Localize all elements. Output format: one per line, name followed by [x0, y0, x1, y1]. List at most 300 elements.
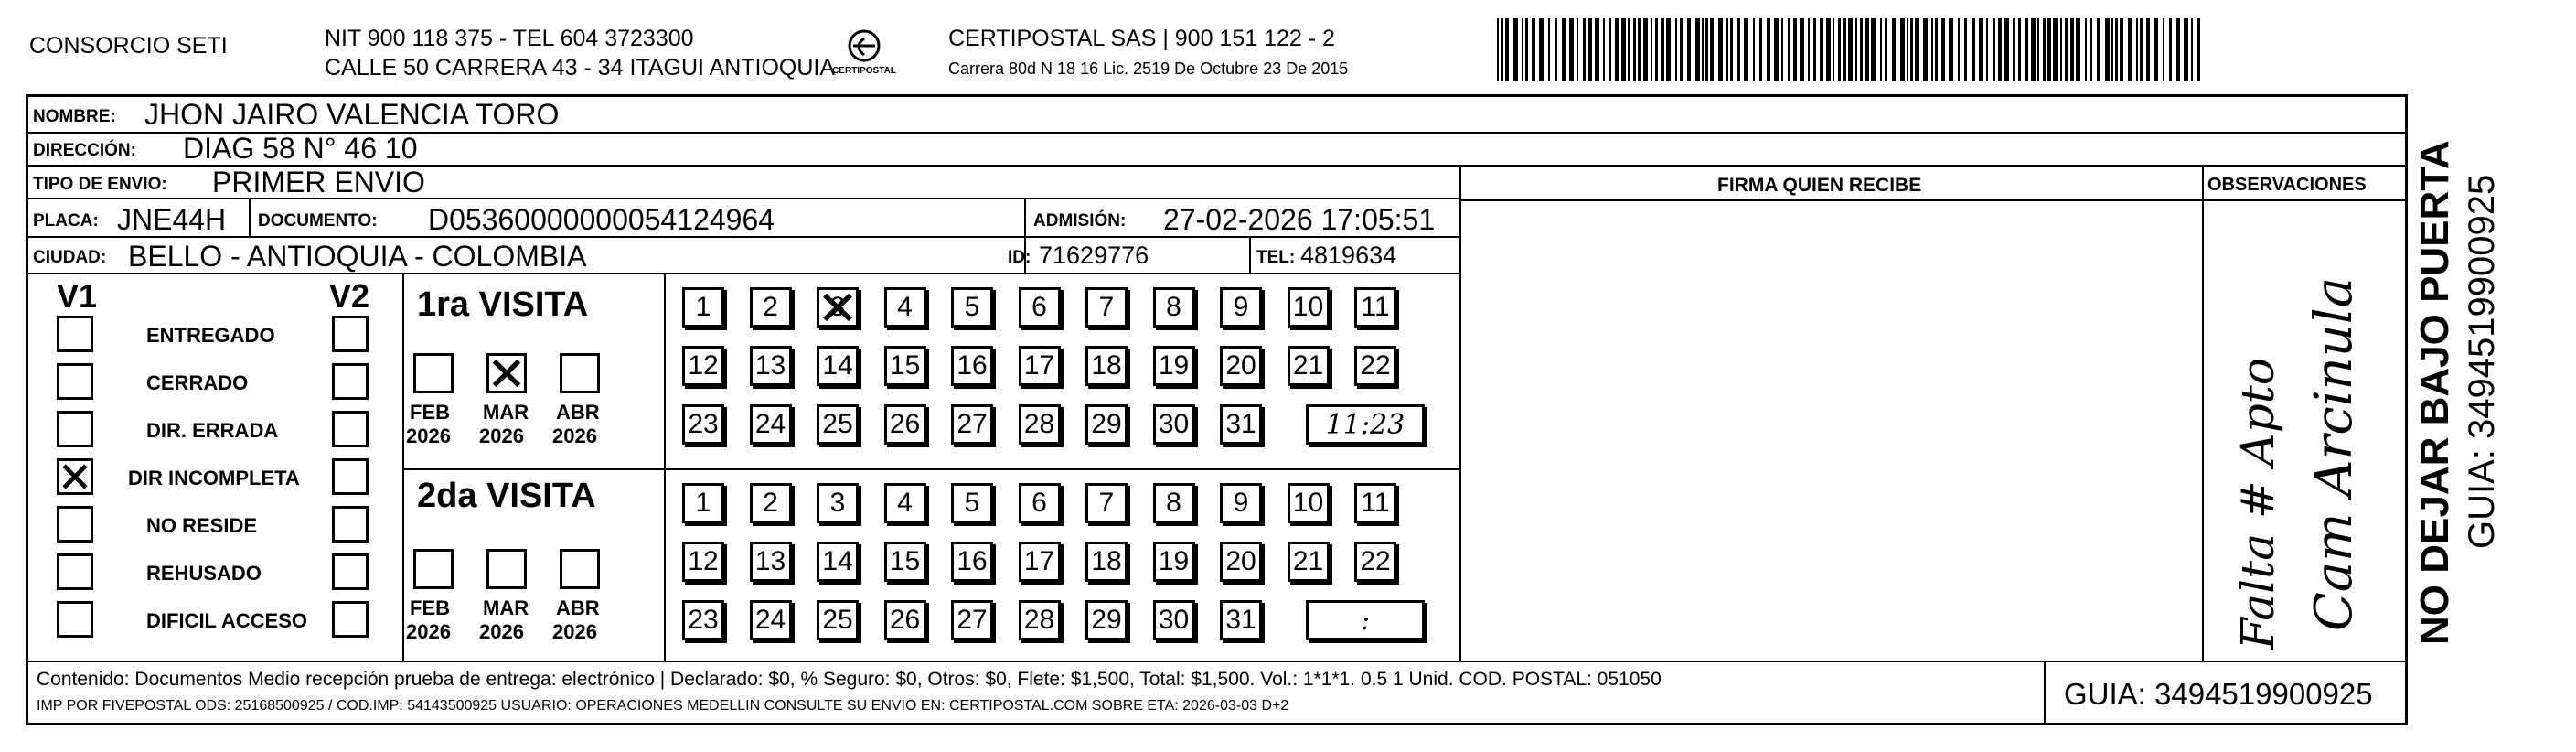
v2-label: V2 [329, 277, 370, 315]
day-number: 25 [822, 409, 853, 439]
day-box[interactable] [1288, 346, 1330, 386]
status-label: REHUSADO [146, 562, 262, 585]
tel-value: 4819634 [1300, 242, 1397, 269]
day-box[interactable] [750, 404, 792, 445]
barcode-bar [1935, 18, 1938, 81]
day-box[interactable] [1019, 346, 1061, 386]
barcode-bar [1633, 18, 1636, 81]
day-box[interactable] [1354, 542, 1396, 582]
barcode-bar [1525, 18, 1528, 81]
id-value: 71629776 [1039, 242, 1149, 269]
month-checkbox[interactable] [413, 353, 454, 393]
day-number: 8 [1166, 488, 1181, 518]
status-v2-checkbox[interactable] [332, 316, 369, 352]
day-number: 15 [889, 546, 921, 576]
status-v1-checkbox[interactable] [57, 601, 93, 638]
barcode-bar [1958, 18, 1960, 81]
month-checkbox[interactable] [486, 353, 527, 393]
barcode-bar [1923, 18, 1928, 81]
barcode-bar [2043, 18, 2046, 81]
tel-label: TEL: [1256, 248, 1296, 267]
day-number: 24 [754, 409, 786, 439]
barcode-bar [1577, 18, 1578, 81]
barcode-bar [1737, 18, 1740, 81]
barcode-bar [1900, 18, 1905, 81]
direccion-label: DIRECCIÓN: [33, 141, 136, 160]
barcode-bar [1726, 18, 1728, 81]
barcode-bar [1880, 18, 1882, 81]
barcode-bar [2184, 18, 2188, 81]
barcode-bar [1702, 18, 1704, 81]
barcode-bar [1800, 18, 1804, 81]
day-box[interactable] [1085, 404, 1128, 445]
day-box[interactable] [1019, 404, 1061, 445]
handwritten-note-2: Cam Arcinula [2304, 276, 2364, 631]
barcode-bar [2090, 18, 2092, 81]
day-number: 26 [889, 409, 921, 439]
month-checkbox[interactable] [560, 353, 600, 393]
day-box[interactable] [1153, 483, 1195, 523]
day-number: 28 [1023, 605, 1055, 635]
barcode-bar [2053, 18, 2058, 81]
month-label: ABR [556, 596, 600, 619]
month-checkbox[interactable] [560, 549, 600, 589]
barcode-bar [1655, 18, 1658, 81]
barcode-bar [2140, 18, 2143, 81]
day-number: 1 [695, 292, 711, 322]
status-v1-checkbox[interactable] [57, 458, 93, 495]
barcode-bar [1813, 18, 1816, 81]
barcode-bar [1759, 18, 1762, 81]
barcode-bar [1848, 18, 1853, 81]
day-box[interactable] [951, 600, 993, 640]
day-number: 5 [964, 292, 980, 322]
day-box[interactable] [951, 542, 993, 582]
barcode-bar [2105, 18, 2110, 81]
status-v1-checkbox[interactable] [57, 316, 93, 352]
license-line: Carrera 80d N 18 16 Lic. 2519 De Octubre 23 De 2015 [948, 59, 1349, 78]
barcode-bar [2013, 18, 2015, 81]
barcode-bar [1885, 18, 1887, 81]
status-v1-checkbox[interactable] [57, 553, 93, 590]
day-box[interactable] [750, 483, 792, 523]
ciudad-label: CIUDAD: [33, 248, 107, 267]
barcode-bar [1497, 18, 1499, 81]
day-number: 11 [1361, 292, 1390, 322]
day-number: 31 [1225, 605, 1256, 635]
barcode-bar [2146, 18, 2150, 81]
barcode-bar [2065, 18, 2068, 81]
day-number: 18 [1091, 546, 1122, 576]
row-line [26, 273, 1459, 274]
barcode-bar [2128, 18, 2132, 81]
barcode-bar [1941, 18, 1945, 81]
status-label: DIR INCOMPLETA [128, 467, 300, 489]
status-v2-checkbox[interactable] [332, 458, 369, 495]
barcode-bar [2031, 18, 2036, 81]
status-v2-checkbox[interactable] [332, 506, 369, 543]
day-number: 12 [688, 350, 719, 381]
placa-label: PLACA: [33, 211, 99, 231]
day-number: 13 [754, 350, 786, 381]
nombre-label: NOMBRE: [33, 107, 116, 126]
barcode-bar [1979, 18, 1983, 81]
day-box[interactable] [682, 287, 724, 328]
documento-value: D05360000000054124964 [428, 203, 775, 236]
day-box[interactable] [1085, 287, 1128, 328]
month-year-label: 2026 [479, 424, 524, 447]
day-number: 30 [1158, 605, 1190, 635]
day-number: 26 [889, 605, 921, 635]
barcode-bar [1569, 18, 1574, 81]
barcode-bar [1964, 18, 1967, 81]
barcode-bar [1718, 18, 1723, 81]
day-number: 23 [688, 409, 719, 439]
row-line [402, 468, 1459, 470]
day-number: 4 [897, 488, 913, 518]
day-number: 17 [1023, 350, 1055, 381]
day-box[interactable] [1085, 542, 1128, 582]
barcode-bar [1949, 18, 1953, 81]
day-number: 29 [1091, 409, 1122, 439]
day-number: 10 [1292, 488, 1324, 518]
barcode-bar [2115, 18, 2118, 81]
visit1-title: 1ra VISITA [417, 285, 589, 324]
barcode-bar [1986, 18, 1988, 81]
day-box[interactable] [1220, 404, 1262, 445]
footer-line-1: Contenido: Documentos Medio recepción prueba de entrega: electrónico | Declarado: $0, % Seguro: $0, Otros: $0, Flete: $1,500, Total: $1,500. Vol.: 1*1*1. 0.5 1 Unid. COD. POSTAL: 051050 [37, 669, 1662, 690]
row-line [1459, 199, 2408, 201]
barcode-bar [1892, 18, 1896, 81]
day-box[interactable] [817, 542, 859, 582]
visit2-title: 2da VISITA [417, 477, 596, 515]
day-box[interactable] [1153, 287, 1195, 328]
day-number: 24 [754, 605, 786, 635]
time-box[interactable] [1306, 600, 1425, 640]
barcode-bar [1788, 18, 1790, 81]
barcode-bar [1501, 18, 1503, 81]
barcode-bar [1808, 18, 1810, 81]
barcode-bar [1680, 18, 1683, 81]
day-number: 21 [1292, 350, 1324, 381]
month-year-label: 2026 [552, 620, 597, 643]
day-number: 22 [1360, 546, 1391, 576]
day-number: 25 [822, 605, 853, 635]
day-box[interactable] [682, 346, 724, 386]
barcode-bar [1972, 18, 1975, 81]
day-box[interactable] [750, 600, 792, 640]
barcode [1497, 18, 2207, 81]
barcode-bar [1998, 18, 2002, 81]
day-box[interactable] [682, 483, 724, 523]
day-number: 27 [957, 605, 988, 635]
day-number: 18 [1091, 350, 1122, 381]
month-label: FEB [410, 596, 450, 619]
day-number: 29 [1091, 605, 1122, 635]
day-box[interactable] [1220, 287, 1262, 328]
day-box[interactable] [951, 287, 993, 328]
barcode-bar [1871, 18, 1876, 81]
day-box[interactable] [1153, 404, 1195, 445]
barcode-bar [1753, 18, 1755, 81]
day-number: 14 [822, 350, 853, 381]
month-label: MAR [483, 596, 529, 619]
status-v2-checkbox[interactable] [332, 601, 369, 638]
day-box[interactable] [817, 404, 859, 445]
barcode-bar [1555, 18, 1557, 81]
barcode-bar [1609, 18, 1611, 81]
day-number: 1 [695, 488, 711, 518]
barcode-bar [1513, 18, 1518, 81]
certipostal-logo [828, 27, 901, 82]
month-year-label: 2026 [479, 620, 524, 643]
day-box[interactable] [1019, 483, 1061, 523]
day-box[interactable] [750, 287, 792, 328]
day-box[interactable] [1288, 287, 1330, 328]
direccion-value: DIAG 58 N° 46 10 [183, 132, 418, 165]
tipo-envio-value: PRIMER ENVIO [212, 166, 425, 199]
day-box[interactable] [1354, 483, 1396, 523]
day-number: 2 [763, 488, 778, 518]
day-box[interactable] [1019, 287, 1061, 328]
day-box[interactable] [1354, 346, 1396, 386]
status-v2-checkbox[interactable] [332, 363, 369, 400]
barcode-bar [1833, 18, 1834, 81]
day-number: 19 [1158, 350, 1190, 381]
svg-text:CERTIPOSTAL: CERTIPOSTAL [832, 66, 896, 76]
status-v1-checkbox[interactable] [57, 363, 93, 400]
barcode-bar [1595, 18, 1599, 81]
month-checkbox[interactable] [486, 549, 527, 589]
day-box[interactable] [817, 600, 859, 640]
day-number: 16 [957, 350, 988, 381]
month-checkbox[interactable] [413, 549, 454, 589]
day-box[interactable] [1153, 600, 1195, 640]
status-v2-checkbox[interactable] [332, 411, 369, 447]
tipo-envio-label: TIPO DE ENVIO: [33, 175, 167, 194]
month-label: ABR [556, 401, 600, 424]
day-box[interactable] [1220, 483, 1262, 523]
col-line [1249, 236, 1251, 273]
handwritten-note-1: Falta # Apto [2231, 358, 2284, 650]
certipostal-line: CERTIPOSTAL SAS | 900 151 122 - 2 [948, 26, 1335, 51]
day-number: 5 [964, 488, 980, 518]
day-box[interactable] [1019, 542, 1061, 582]
barcode-bar [1744, 18, 1748, 81]
observaciones-label: OBSERVACIONES [2207, 175, 2367, 195]
day-box[interactable] [1288, 542, 1330, 582]
day-box[interactable] [884, 404, 926, 445]
barcode-bar [2004, 18, 2009, 81]
col-line [402, 273, 404, 661]
barcode-bar [2154, 18, 2158, 81]
barcode-bar [1705, 18, 1708, 81]
time-value: 11:23 [1325, 408, 1406, 441]
status-label: CERRADO [146, 371, 249, 394]
barcode-bar [2047, 18, 2051, 81]
barcode-bar [1907, 18, 1908, 81]
day-number: 28 [1023, 409, 1055, 439]
footer-line-2: IMP POR FIVEPOSTAL ODS: 25168500925 / COD.IMP: 54143500925 USUARIO: OPERACIONES MEDELLIN CONSULTE SU ENVIO EN: CERTIPOSTAL.COM SOBRE ETA: 2026-03-03 D+2 [37, 698, 1289, 714]
barcode-bar [1820, 18, 1823, 81]
day-box[interactable] [884, 346, 926, 386]
barcode-bar [2136, 18, 2138, 81]
day-number: 12 [688, 546, 719, 576]
day-box[interactable] [951, 483, 993, 523]
day-box[interactable] [817, 287, 859, 328]
barcode-bar [1931, 18, 1933, 81]
barcode-bar [2197, 18, 2200, 81]
day-number: 9 [1233, 292, 1249, 322]
status-v1-checkbox[interactable] [57, 506, 93, 543]
day-number: 3 [829, 488, 846, 518]
nit-line: NIT 900 118 375 - TEL 604 3723300 [325, 26, 694, 51]
barcode-bar [2163, 18, 2164, 81]
barcode-bar [1730, 18, 1733, 81]
day-box[interactable] [1153, 346, 1195, 386]
barcode-bar [1915, 18, 1919, 81]
col-line [2044, 661, 2046, 725]
status-v2-checkbox[interactable] [332, 553, 369, 590]
day-number: 8 [1166, 292, 1181, 322]
day-number: 7 [1098, 292, 1115, 322]
day-number: 21 [1292, 546, 1324, 576]
status-v1-checkbox[interactable] [57, 411, 93, 447]
row-line [26, 236, 1459, 238]
barcode-bar [1532, 18, 1535, 81]
v1-label: V1 [57, 277, 98, 315]
day-box[interactable] [1085, 600, 1128, 640]
barcode-bar [1539, 18, 1544, 81]
firma-label: FIRMA QUIEN RECIBE [1717, 175, 1922, 196]
col-line [249, 199, 251, 236]
day-box[interactable] [682, 404, 724, 445]
time-box[interactable] [1306, 404, 1425, 445]
day-box[interactable] [817, 346, 859, 386]
day-box[interactable] [1220, 600, 1262, 640]
footer-guia: GUIA: 3494519900925 [2064, 677, 2373, 711]
day-box[interactable] [884, 600, 926, 640]
day-number: 6 [1031, 488, 1047, 518]
day-number: 14 [822, 546, 853, 576]
day-box[interactable] [884, 287, 926, 328]
documento-label: DOCUMENTO: [258, 211, 378, 231]
barcode-bar [2176, 18, 2180, 81]
day-number: 15 [889, 350, 921, 381]
day-number: 6 [1031, 292, 1047, 322]
barcode-bar [2111, 18, 2113, 81]
barcode-bar [1695, 18, 1700, 81]
day-box[interactable] [884, 483, 926, 523]
day-box[interactable] [951, 346, 993, 386]
day-box[interactable] [1220, 542, 1262, 582]
day-box[interactable] [1085, 483, 1128, 523]
barcode-bar [1615, 18, 1619, 81]
day-box[interactable] [1153, 542, 1195, 582]
day-number: 7 [1098, 488, 1115, 518]
barcode-bar [1651, 18, 1652, 81]
barcode-bar [1767, 18, 1770, 81]
day-number: 22 [1360, 350, 1391, 381]
time-value: : [1360, 604, 1371, 637]
day-box[interactable] [750, 346, 792, 386]
barcode-bar [1826, 18, 1831, 81]
barcode-bar [1687, 18, 1691, 81]
day-number: 17 [1023, 546, 1055, 576]
col-line [1459, 165, 1461, 661]
nombre-value: JHON JAIRO VALENCIA TORO [144, 98, 560, 131]
day-box[interactable] [1354, 287, 1396, 328]
barcode-bar [1910, 18, 1913, 81]
status-label: DIR. ERRADA [146, 419, 279, 442]
status-label: DIFICIL ACCESO [146, 609, 308, 632]
day-box[interactable] [682, 542, 724, 582]
company-name: CONSORCIO SETI [29, 33, 228, 59]
barcode-bar [2070, 18, 2074, 81]
day-number: 23 [688, 605, 719, 635]
month-year-label: 2026 [406, 620, 451, 643]
barcode-bar [2025, 18, 2028, 81]
day-box[interactable] [750, 542, 792, 582]
day-box[interactable] [817, 483, 859, 523]
barcode-bar [1993, 18, 1995, 81]
month-label: FEB [410, 401, 450, 424]
day-box[interactable] [951, 404, 993, 445]
barcode-bar [1710, 18, 1714, 81]
barcode-bar [1628, 18, 1630, 81]
day-box[interactable] [884, 542, 926, 582]
barcode-bar [2191, 18, 2193, 81]
address-line: CALLE 50 CARRERA 43 - 34 ITAGUI ANTIOQUIA [325, 55, 836, 81]
barcode-bar [1781, 18, 1783, 81]
month-year-label: 2026 [552, 424, 597, 447]
status-label: NO RESIDE [146, 514, 258, 537]
day-number: 2 [763, 292, 778, 322]
day-number: 27 [957, 409, 988, 439]
admision-label: ADMISIÓN: [1033, 211, 1127, 231]
barcode-bar [1661, 18, 1664, 81]
day-box[interactable] [1220, 346, 1262, 386]
barcode-bar [2097, 18, 2100, 81]
barcode-bar [2060, 18, 2062, 81]
day-number: 9 [1233, 488, 1249, 518]
month-year-label: 2026 [406, 424, 451, 447]
barcode-bar [1621, 18, 1626, 81]
day-box[interactable] [1288, 483, 1330, 523]
ciudad-value: BELLO - ANTIOQUIA - COLOMBIA [128, 240, 587, 273]
placa-value: JNE44H [117, 203, 227, 236]
day-box[interactable] [682, 600, 724, 640]
day-number: 4 [897, 292, 913, 322]
day-box[interactable] [1019, 600, 1061, 640]
day-number: 3 [829, 292, 846, 322]
day-number: 13 [754, 546, 786, 576]
barcode-bar [2085, 18, 2087, 81]
barcode-bar [1666, 18, 1671, 81]
barcode-bar [2169, 18, 2172, 81]
col-line [2202, 165, 2204, 661]
day-number: 31 [1225, 409, 1256, 439]
id-label: ID: [1008, 248, 1031, 267]
barcode-bar [1793, 18, 1797, 81]
barcode-bar [1675, 18, 1677, 81]
side-banner: NO DEJAR BAJO PUERTA [2412, 140, 2457, 645]
barcode-bar [1843, 18, 1846, 81]
day-box[interactable] [1085, 346, 1128, 386]
barcode-bar [2076, 18, 2080, 81]
status-label: ENTREGADO [146, 324, 275, 347]
barcode-bar [1838, 18, 1841, 81]
